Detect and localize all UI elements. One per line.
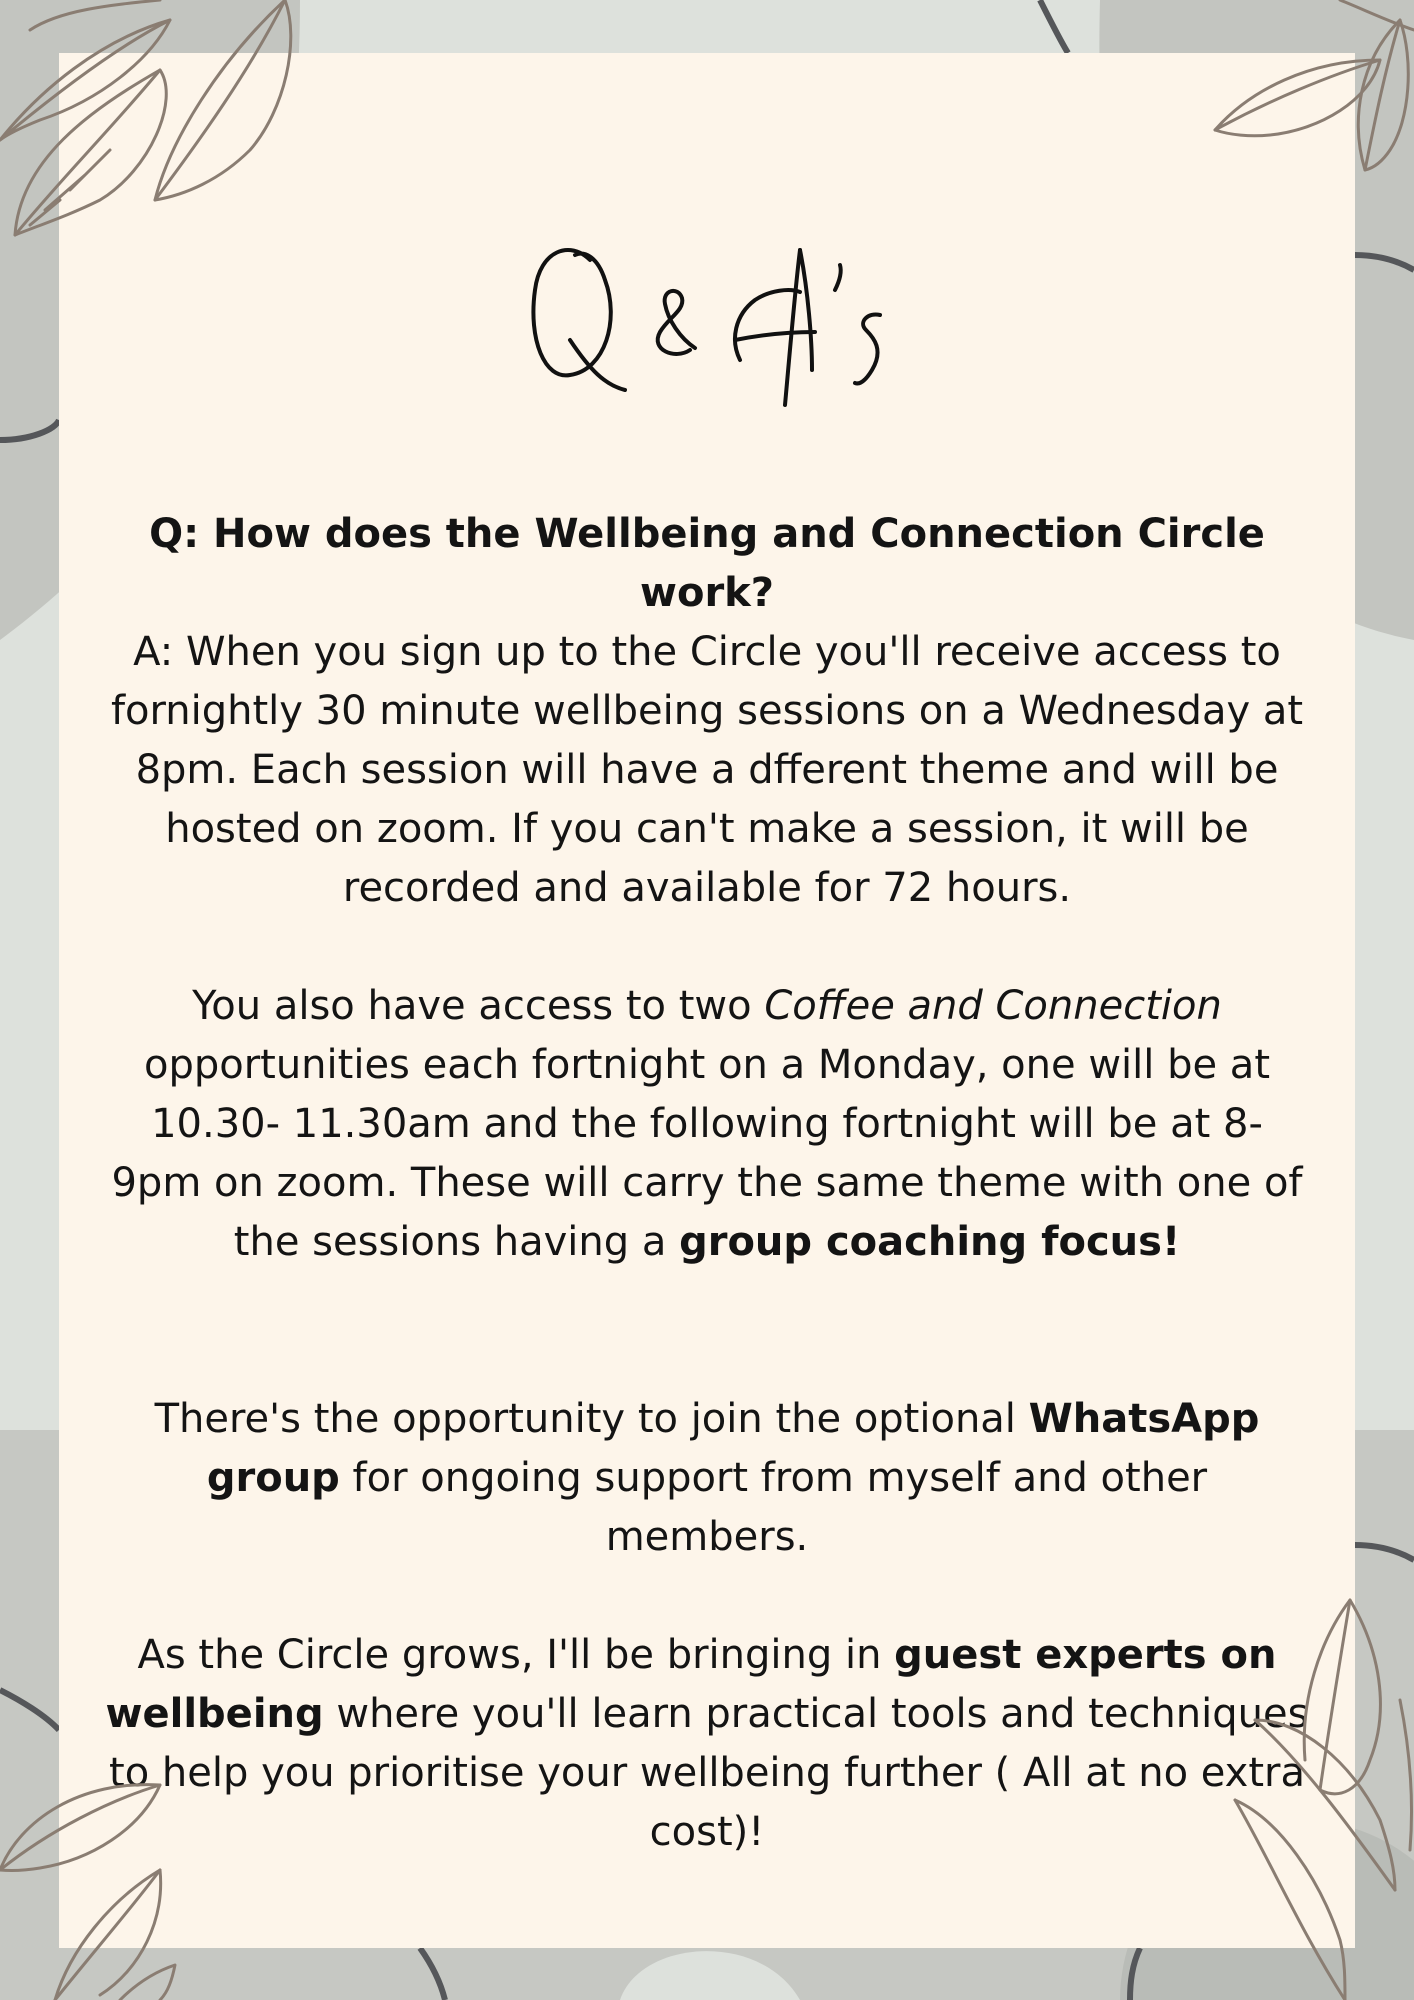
handwritten-title-graphic <box>0 220 1414 440</box>
qa-content <box>105 505 1309 1862</box>
coffee-text-before: You also have access to two <box>192 983 765 1029</box>
coffee-italic-text: Coffee and Connection <box>764 983 1222 1029</box>
page-title <box>0 220 1414 440</box>
coffee-bold-text: group coaching focus! <box>679 1219 1181 1265</box>
whatsapp-text-after: for ongoing support from myself and other members. <box>339 1455 1208 1560</box>
answer-intro: A: When you sign up to the Circle you'll receive access to fornightly 30 minute wellbeing sessions on a Wednesday at 8pm. Each session will have a dfferent theme and will be hosted on zoom. If you can't make a session, it will be recorded and available for 72 hours. <box>110 629 1304 911</box>
experts-paragraph <box>105 1626 1309 1862</box>
coffee-text-middle: opportunities each fortnight on a Monday, one will be at 10.30- 11.30am and the following fortnight will be at 8- 9pm on zoom. These will carry the same theme with one of the sessions having a <box>111 1042 1303 1265</box>
experts-bold-text: guest experts on wellbeing <box>105 1632 1277 1737</box>
question-heading: Q: How does the Wellbeing and Connection Circle work? <box>149 511 1265 616</box>
whatsapp-bold-text: WhatsApp group <box>206 1396 1260 1501</box>
experts-text-before: As the Circle grows, I'll be bringing in <box>137 1632 895 1678</box>
whatsapp-text-before: There's the opportunity to join the optional <box>154 1396 1029 1442</box>
coffee-paragraph <box>105 977 1309 1272</box>
experts-text-after: where you'll learn practical tools and techniques to help you prioritise your wellbeing further ( All at no extra cost)! <box>109 1691 1309 1855</box>
whatsapp-paragraph <box>105 1390 1309 1567</box>
